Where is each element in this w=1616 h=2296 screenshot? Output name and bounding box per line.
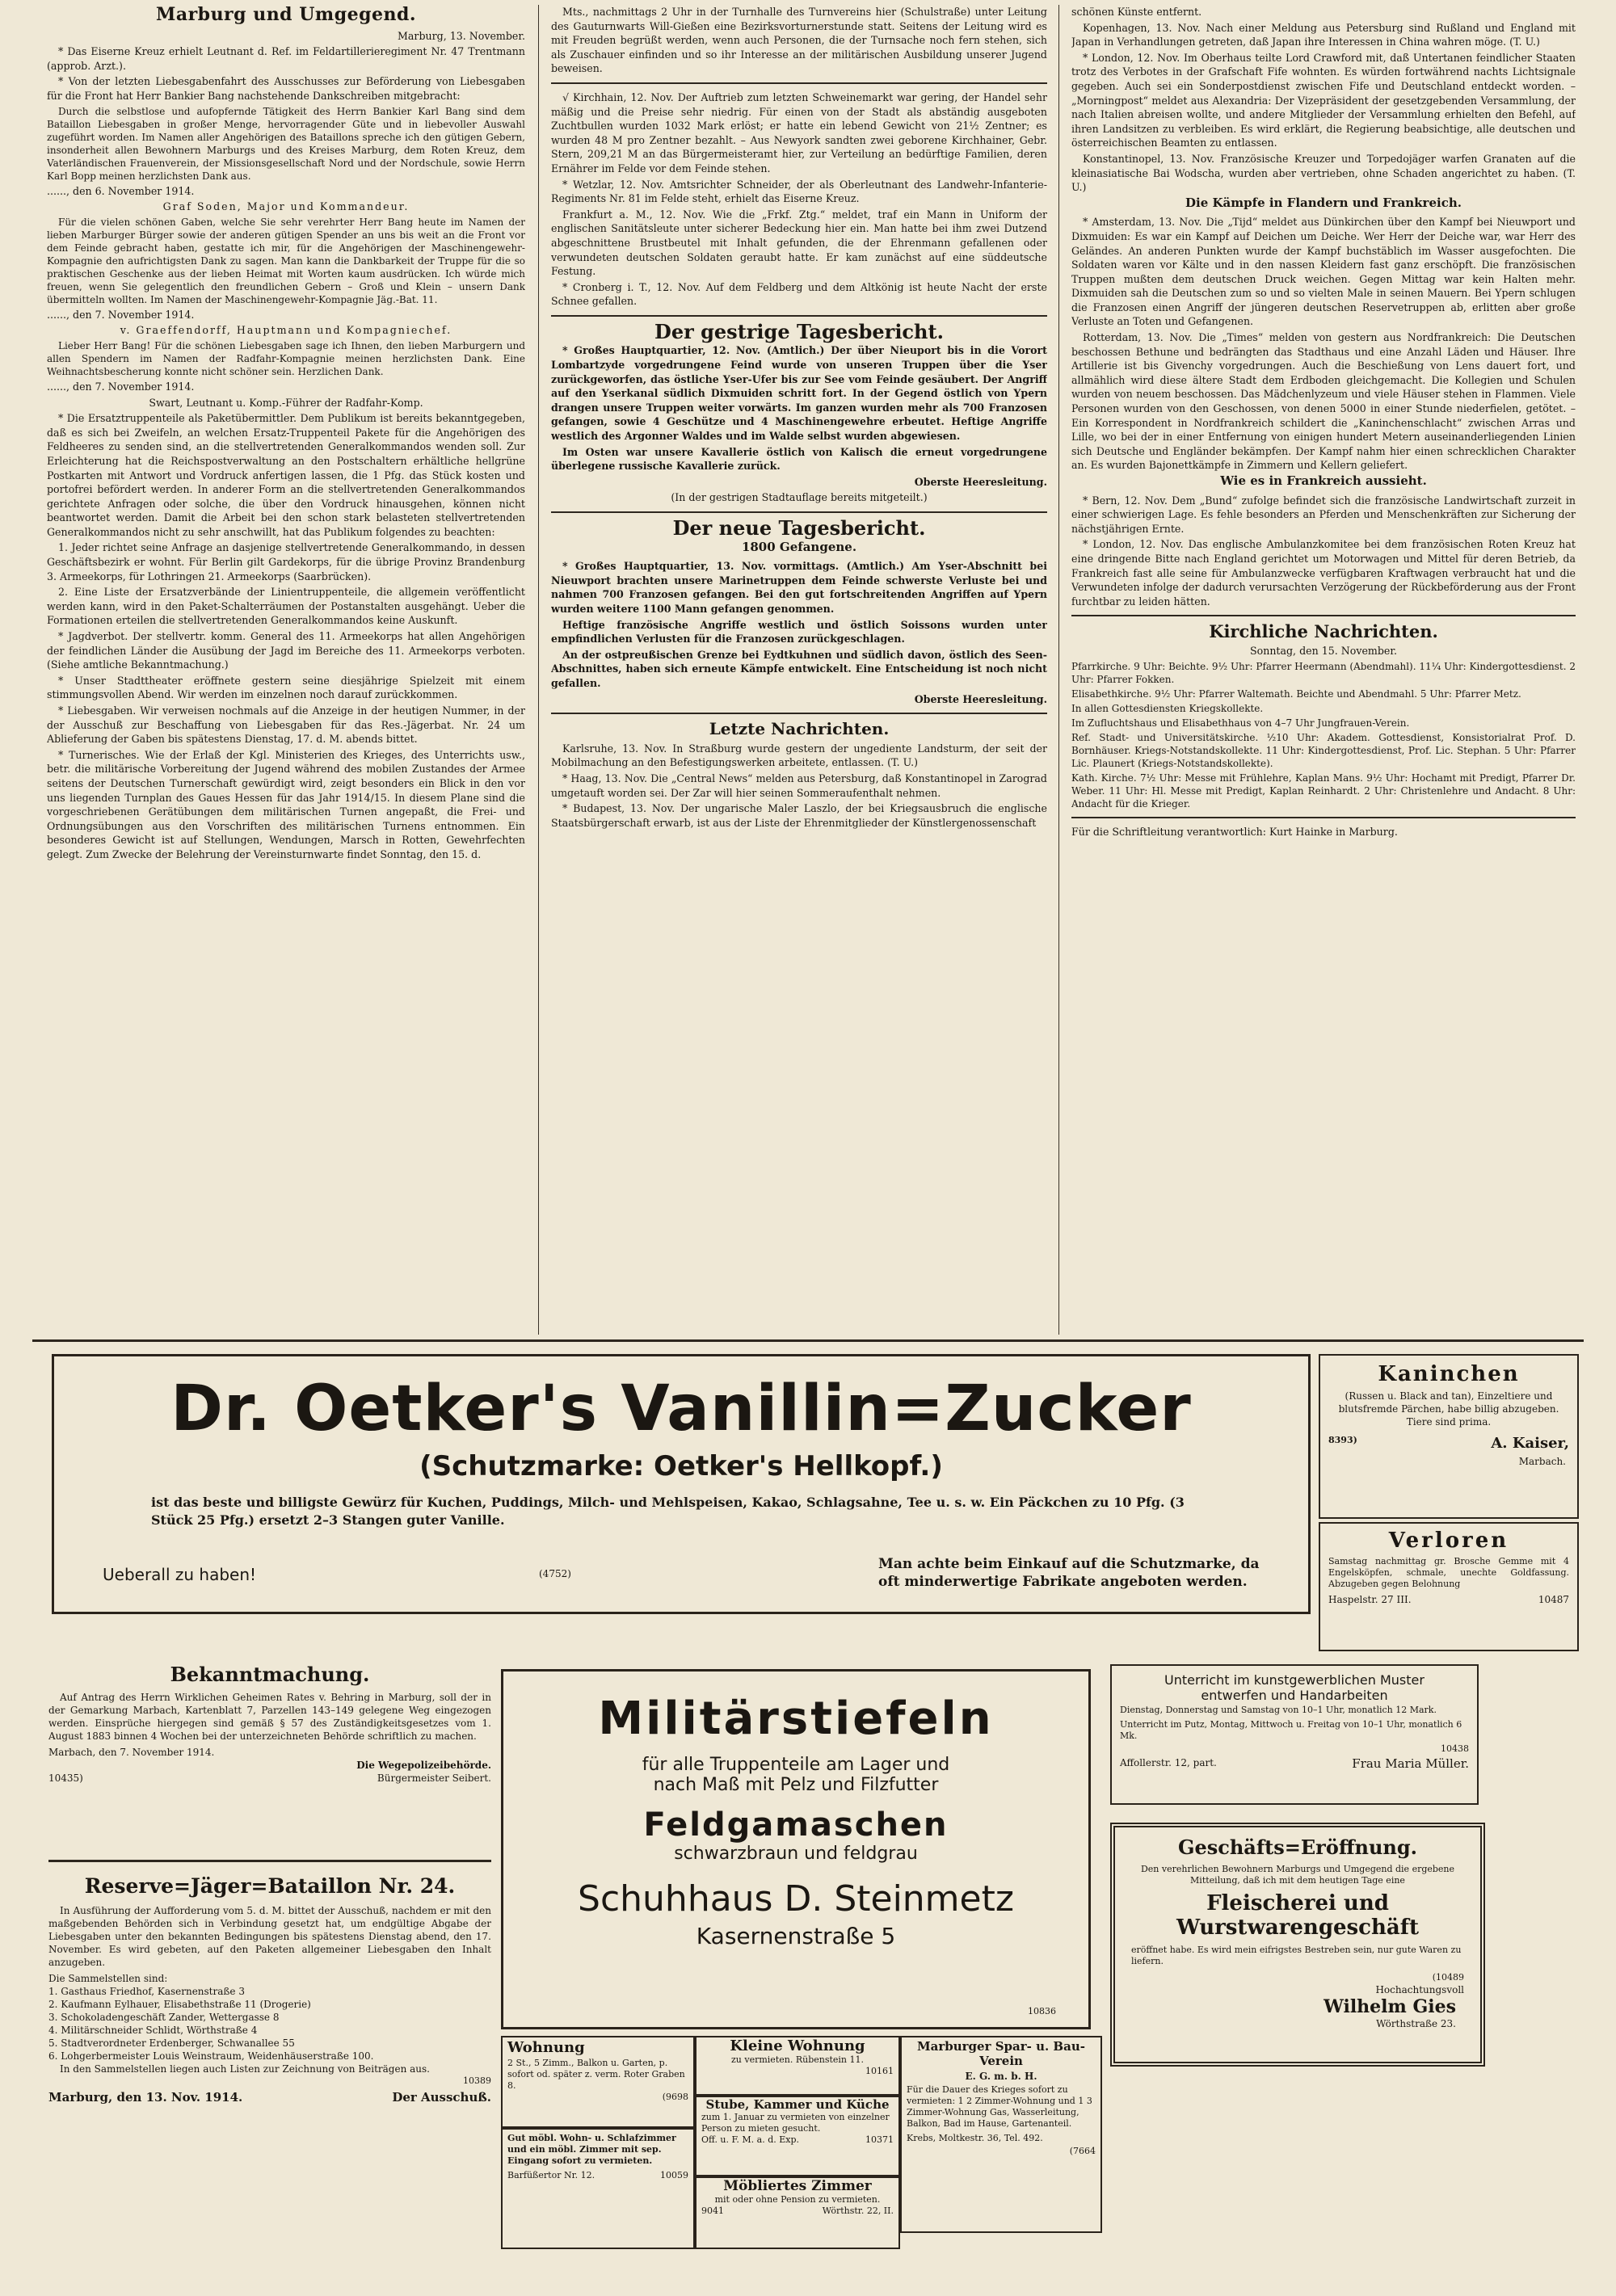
letter-date: ......, den 6. November 1914.: [47, 184, 195, 197]
ad-kaninchen-place: Marbach.: [1518, 1456, 1566, 1467]
ad-eroeffnung-title: Geschäfts=Eröffnung.: [1177, 1836, 1418, 1859]
article: Frankfurt a. M., 12. Nov. Wie die „Frkf. Ztg.“ meldet, traf ein Mann in Uniform der englischen Sanitätsleute unter sicherer Bedeckung hier ein. Man hatte bei ihm zwei Dutzend abgeschnittene Brustbeutel mit Inhalt gefunden, die der Ehrenmann gefallenen oder verwundeten deutschen Soldaten geraubt hatte. Er kam zunächst auf eine süddeutsche Festung.: [551, 208, 1047, 278]
headline-new-report: Der neue Tagesbericht.: [672, 516, 926, 540]
article: Konstantinopel, 13. Nov. Französische Kreuzer und Torpedojäger warfen Granaten auf die kleinasiatische Bai Wodscha, wurden aber vertrieben, ohne Schaden angerichtet zu haben. (T. U.): [1071, 152, 1576, 194]
ad-moebl-title: Möbliertes Zimmer: [723, 2178, 872, 2194]
ad-eroeffnung-big: Fleischerei und Wurstwarengeschäft: [1176, 1891, 1419, 1940]
article: 1. Jeder richtet seine Anfrage an dasjenige stellvertretende Generalkommando, in dessen Geschäftsbezirk er wohnt. Für Berlin gilt Gardekorps, für die übrige Provinz Brandenburg 3. Armeekorps, für Lothringen 21. Armeekorps (Saarbrücken).: [47, 541, 525, 582]
ad-bek-sign1: Die Wegepolizeibehörde.: [356, 1760, 491, 1771]
ad-code: 10389: [463, 2075, 491, 2086]
ad-unterricht-line: Dienstag, Donnerstag und Samstag von 10–1 Uhr, monatlich 12 Mark.: [1120, 1705, 1437, 1715]
ad-eroeffnung-intro: Den verehrlichen Bewohnern Marburgs und Umgegend die ergebene Mitteilung, daß ich mit dem heutigen Tage eine: [1140, 1864, 1455, 1886]
ad-code: 8393): [1328, 1435, 1357, 1445]
ad-steinmetz-title: Militärstiefeln: [598, 1693, 994, 1745]
ad-code: 10438: [1441, 1743, 1469, 1754]
article: * Großes Hauptquartier, 12. Nov. (Amtlich.) Der über Nieuport bis in die Vorort Lombartzyde vorgedrungene Feind wurde von unseren Truppen über die Yser zurückgeworfen, das östliche Yser-Ufer bis zur See vom Feinde gesäubert. Der Angriff auf den Yserkanal südlich Dixmuiden schritt fort. In der Gegend östlich von Ypern drangen unsere Truppen weiter vorwärts. Im ganzen wurden mehr als 700 Franzosen gefangen, sowie 4 Geschütze und 4 Maschinengewehre erbeutet. Heftige Angriffe westlich des Argonner Waldes und im Walde selbst wurden abgewiesen.: [551, 344, 1047, 443]
ad-steinmetz-street: Kasernenstraße 5: [696, 1923, 896, 1949]
ad-bek-sign2: Bürgermeister Seibert.: [377, 1772, 491, 1784]
article: Heftige französische Angriffe westlich und östlich Soissons wurden unter empfindlichen Verlusten für die Franzosen zurückgeschlagen.: [551, 618, 1047, 645]
article: * Das Eiserne Kreuz erhielt Leutnant d. Ref. im Feldartillerieregiment Nr. 47 Trentmann (approb. Arzt.).: [47, 45, 525, 72]
article: 2. Eine Liste der Ersatzverbände der Linientruppenteile, die allgemein veröffentlicht werden kann, wird in den Paket-Schalterräumen der Postanstalten ausgehängt. Ueber die Formationen erteilen die stellvertretenden Generalkommandos keine Auskunft.: [47, 586, 525, 627]
signature: Oberste Heeresleitung.: [914, 692, 1047, 705]
ad-oetker-title: Dr. Oetker's Vanillin=Zucker: [170, 1373, 1192, 1445]
ad-verloren-title: Verloren: [1388, 1529, 1509, 1553]
letter-signature: v. Graeffendorff, Hauptmann und Kompagniechef.: [120, 324, 452, 337]
ad-steinmetz-title2: Feldgamaschen: [643, 1806, 949, 1844]
ad-wohnung-body: zu vermieten. Rübenstein 11.: [731, 2054, 864, 2065]
ad-unterricht-line: entwerfen und Handarbeiten: [1201, 1688, 1388, 1703]
ad-oetker-right: Man achte beim Einkauf auf die Schutzmarke, da oft minderwertige Fabrikate angeboten werden.: [878, 1556, 1260, 1590]
letter-signature: Swart, Leutnant u. Komp.-Führer der Radfahr-Komp.: [149, 396, 423, 409]
ad-bek-body: Auf Antrag des Herrn Wirklichen Geheimen Rates v. Behring in Marburg, soll der in der Gemarkung Marbach, Kartenblatt 7, Parzellen 143–149 gelegene Weg eingezogen werden. Einsprüche hiergegen sind gemäß § 57 des Zuständigkeitsgesetzes vom 1. August 1883 binnen 4 Wochen bei der unterzeichneten Behörde schriftlich zu machen.: [48, 1692, 491, 1742]
article: Durch die selbstlose und aufopfernde Tätigkeit des Herrn Bankier Karl Bang sind dem Bataillon Liebesgaben in großer Menge, hervorragender Güte und in liebevoller Auswahl zugeführt worden. Im Namen aller Angehörigen des Bataillons spreche ich den gütigen Gebern, insonderheit allen Bewohnern Marburgs und des Kreises Marburg, dem Roten Kreuz, dem Vaterländischen Frauenverein, der Missionsgesellschaft Nord und der Nordschule, sowie Herrn Karl Bopp meinen herzlichsten Dank aus.: [47, 105, 525, 182]
section-title-marburg: Marburg und Umgegend.: [155, 5, 416, 25]
editor-line: Für die Schriftleitung verantwortlich: Kurt Hainke in Marburg.: [1071, 825, 1398, 838]
ad-stube-title: Stube, Kammer und Küche: [705, 2097, 890, 2112]
ad-code: 10487: [1538, 1594, 1569, 1605]
article: Lieber Herr Bang! Für die schönen Liebesgaben sage ich Ihnen, den lieben Marburgern und allen Spendern im Namen der Radfahr-Kompagnie meinen herzlichsten Dank. Eine Weihnachtsbescherung konnte nicht schöner sein. Herzlichen Dank.: [47, 339, 525, 377]
ad-unterricht: [1110, 1664, 1479, 1805]
ad-bek-date: Marbach, den 7. November 1914.: [48, 1747, 215, 1758]
letter-date: ......, den 7. November 1914.: [47, 308, 195, 321]
article: * Cronberg i. T., 12. Nov. Auf dem Feldberg und dem Altkönig ist heute Nacht der erste Schnee gefallen.: [551, 280, 1047, 308]
article: * Die Ersatztruppenteile als Paketübermittler. Dem Publikum ist bereits bekanntgegeben, daß es sich bei Zweifeln, an welchen Ersatz-Truppenteil Pakete für die Angehörigen des Feldheeres zu senden sind, an die stellvertretenden Generalkommandos wenden soll. Zur Erleichterung hat die Reichspostverwaltung an den Postschaltern erhältliche hellgrüne Postkarten mit Antwort und Vordruck anfertigen lassen, die 1 Pfg. das Stück kosten und portofrei befördert werden. In anderer Form an die stellvertretenden Generalkommandos gerichtete Anfragen oder solche, die über den Vordruck hinausgehen, können nicht beantwortet werden. Damit die Arbeit bei den schon stark belasteten stellvertretenden Generalkommandos nicht zu sehr anschwillt, hat das Publikum folgendes zu beachten:: [47, 412, 525, 538]
ad-unterricht-name: Frau Maria Müller.: [1352, 1756, 1469, 1771]
ad-steinmetz: [501, 1669, 1091, 2029]
column-1: [47, 5, 525, 1327]
ad-jaeger-note: In den Sammelstellen liegen auch Listen zur Zeichnung von Beiträgen aus.: [60, 2063, 430, 2075]
church-line: Ref. Stadt- und Universitätskirche. ½10 Uhr: Akadem. Gottesdienst, Konsistorialrat Prof. D. Bornhäuser. Kriegs-Notstandskollekte. 11 Uhr: Kindergottesdienst, Prof. Lic. Stephan. 5 Uhr: Pfarrer Lic. Plaunert (Kriegs-Notstandskollekte).: [1071, 731, 1576, 769]
ad-jaeger-date: Marburg, den 13. Nov. 1914.: [48, 2090, 243, 2105]
article: Karlsruhe, 13. Nov. In Straßburg wurde gestern der ungediente Landsturm, der seit der Mobilmachung an den Befestigungswerken arbeitete, entlassen. (T. U.): [551, 742, 1047, 769]
divider: [551, 315, 1047, 317]
ad-stube-body: zum 1. Januar zu vermieten von einzelner Person zu mieten gesucht.: [701, 2112, 890, 2134]
ad-code: 10059: [660, 2170, 688, 2180]
note: (In der gestrigen Stadtauflage bereits mitgeteilt.): [671, 491, 928, 504]
ad-code: (7664: [1069, 2146, 1096, 2156]
ad-code: (9698: [662, 2092, 688, 2102]
ad-oetker-left: Ueberall zu haben!: [103, 1565, 257, 1584]
ad-bekanntmachung: [48, 1658, 491, 1862]
ad-jaeger-list-item: 3. Schokoladengeschäft Zander, Wettergasse 8: [48, 2012, 280, 2023]
article: √ Kirchhain, 12. Nov. Der Auftrieb zum letzten Schweinemarkt war gering, der Handel sehr mäßig und die Preise sehr niedrig. Für einen von der Stadt als abständig ausgeboten Zuchtbullen wurden 1032 Mark erlöst; er hatte ein lebend Gewicht von 21½ Zentner; es wurden 48 M pro Zentner bezahlt. – Aus Newyork sandten zwei geborene Kirchhainer, Gebr. Stern, 209,21 M an das Bürgermeisteramt hier, zur Verteilung an bedürftige Familien, deren Ernährer im Felde vor dem Feinde stehen.: [551, 90, 1047, 175]
ad-code: 10371: [865, 2134, 894, 2145]
subheadline: Wie es in Frankreich aussieht.: [1220, 473, 1427, 488]
article: Kopenhagen, 13. Nov. Nach einer Meldung aus Petersburg sind Rußland und England mit Japan in Verhandlungen getreten, daß Japan ihre Interessen in China wahren möge. (T. U.): [1071, 21, 1576, 48]
article: * Liebesgaben. Wir verweisen nochmals auf die Anzeige in der heutigen Nummer, in der der Ausschuß zur Beschaffung von Liebesgaben für das Res.-Jägerbat. Nr. 24 um Ablieferung der Gaben bis spätestens Dienstag, 17. d. M. abends bittet.: [47, 704, 525, 746]
article: * Turnerisches. Wie der Erlaß der Kgl. Ministerien des Krieges, des Unterrichts usw., betr. die militärische Vorbereitung der Jugend während des mobilen Zustandes der Armee seitens der Deutschen Turnerschaft gewürdigt wird, zeigt besonders ein Blick in den vor uns liegenden Turnplan des Gaues Hessen für das Jahr 1914/15. In diesem Plane sind die vorgeschriebenen Gerätübungen dem militärischen Turnen angepaßt, die Frei- und Ordnungsübungen aus den Vorschriften des militärischen Turnens entnommen. Ein besonderes Gewicht ist auf Stellungen, Wendungen, Marsch in Rotten, Gewehrfechten gelegt. Zum Zwecke der Belehrung der Vereinsturnwarte findet Sonntag, den 15. d.: [47, 748, 525, 860]
ad-moebl-2: [695, 2176, 900, 2249]
subheadline: 1800 Gefangene.: [741, 539, 857, 554]
column-3: [1071, 5, 1576, 1327]
article: * Großes Hauptquartier, 13. Nov. vormittags. (Amtlich.) Am Yser-Abschnitt bei Nieuwport brachten unsere Marinetruppen dem Feinde schwerste Verluste bei und nahmen 700 Franzosen gefangen. Bei den gut fortschreitenden Angriffen auf Ypern wurden weitere 1100 Mann gefangen genommen.: [551, 560, 1047, 615]
dateline: Marburg, 13. November.: [398, 29, 525, 42]
ad-moebl-addr: Wörthstr. 22, II.: [822, 2206, 894, 2216]
section-rule: [32, 1339, 1584, 1342]
headline-latest-news: Letzte Nachrichten.: [709, 719, 890, 739]
ad-wohnung-1: [501, 2036, 695, 2128]
ad-eroeffnung-greet: Hochachtungsvoll: [1375, 1984, 1464, 1995]
ad-moebl-1: [501, 2128, 695, 2249]
ad-oetker-sub: (Schutzmarke: Oetker's Hellkopf.): [419, 1450, 943, 1482]
ad-verloren-addr: Haspelstr. 27 III.: [1328, 1594, 1412, 1605]
letter-signature: Graf Soden, Major und Kommandeur.: [162, 200, 410, 213]
ad-eroeffnung-name: Wilhelm Gies: [1324, 1996, 1456, 2017]
ad-steinmetz-line: schwarzbraun und feldgrau: [674, 1844, 918, 1864]
ad-oetker-body: ist das beste und billigste Gewürz für Kuchen, Puddings, Milch- und Mehlspeisen, Kakao, Schlagsahne, Tee u. s. w. Ein Päckchen zu 10 Pfg. (3 Stück 25 Pfg.) ersetzt 2–3 Stangen guter Vanille.: [151, 1495, 1185, 1528]
ad-jaeger-list-item: 4. Militärschneider Schlidt, Wörthstraße 4: [48, 2025, 258, 2036]
article: * London, 12. Nov. Das englische Ambulanzkomitee bei dem französischen Roten Kreuz hat eine dringende Bitte nach England gerichtet um Motorwagen und Mittel für deren Betrieb, da Frankreich fast alle seine für Ambulanzwecke verfügbaren Kraftwagen verbraucht hat und die Verwundeten infolge der dadurch verursachten Verzögerung der Rückbeförderung aus der Front furchtbar zu leiden hätten.: [1071, 538, 1576, 608]
article: * Jagdverbot. Der stellvertr. komm. General des 11. Armeekorps hat allen Angehörigen der feindlichen Länder die Ausübung der Jagd im Bereiche des 11. Armeekorps verboten. (Siehe amtliche Bekanntmachung.): [47, 630, 525, 671]
ad-jaeger-list-item: 1. Gasthaus Friedhof, Kasernenstraße 3: [48, 1986, 245, 1997]
article: schönen Künste entfernt.: [1071, 6, 1202, 18]
article: Für die vielen schönen Gaben, welche Sie sehr verehrter Herr Bang heute im Namen der lieben Marburger Bürger sowie der anderen gütigen Spender an uns bis weit an die Front vor dem Feinde gebracht haben, gestatte ich mir, für die Angehörigen der Maschinengewehr-Kompagnie den aufrichtigsten Dank zu sagen. Man kann die Dankbarkeit der Truppe für die so praktischen Geschenke aus der lieben Heimat mit Worten kaum ausdrücken. Ich würde mich freuen, wenn Sie gelegentlich den freundlichen Gebern – Groß und Klein – unsern Dank übermitteln wollten. Im Namen der Maschinengewehr-Kompagnie Jäg.-Bat. 11.: [47, 216, 525, 305]
church-line: Elisabethkirche. 9½ Uhr: Pfarrer Waltemath. Beichte und Abendmahl. 5 Uhr: Pfarrer Metz.: [1071, 688, 1521, 700]
ad-eroeffnung: [1110, 1823, 1485, 2067]
ad-kaninchen: [1319, 1354, 1579, 1519]
ad-jaeger-sign: Der Ausschuß.: [392, 2090, 491, 2105]
column-2: [551, 5, 1047, 1327]
ad-code: 10836: [1028, 2006, 1056, 2016]
ad-stube: [695, 2096, 900, 2176]
divider: [551, 82, 1047, 84]
ad-bau-addr: Krebs, Moltkestr. 36, Tel. 492.: [907, 2133, 1043, 2143]
ad-stube-addr: Off. u. F. M. a. d. Exp.: [701, 2134, 800, 2145]
ad-kaninchen-name: A. Kaiser,: [1491, 1435, 1569, 1452]
ad-wohnung-title: Wohnung: [507, 2039, 585, 2056]
ad-moebl-body: mit oder ohne Pension zu vermieten.: [714, 2194, 881, 2205]
article: * Amsterdam, 13. Nov. Die „Tijd“ meldet aus Dünkirchen über den Kampf bei Nieuwport und Dixmuiden: Es war ein Kampf auf Deichen um Deiche. Wer Herr der Deiche war, war Herr des Geländes. An anderen Punkten wurde der Kampf buchstäblich im Wasser ausgefochten. Die Soldaten waren vor Kälte und in den nassen Kleidern fast ganz erschöpft. Die französischen Truppen mußten dem deutschen Druck weichen. Gegen Mittag war kein Halten mehr. Dixmuiden sah die Deutschen zum so und so vielten Male in seinen Mauern. Bei Ypern schlugen die Franzosen einen Angriff der jüngeren deutschen Reservetruppen ab, erlitten aber große Verluste an Toten und Gefangenen.: [1071, 216, 1576, 328]
headline-church-news: Kirchliche Nachrichten.: [1209, 621, 1438, 642]
ad-kaninchen-title: Kaninchen: [1378, 1362, 1520, 1386]
ad-unterricht-addr: Affollerstr. 12, part.: [1120, 1757, 1217, 1768]
ad-unterricht-line: Unterricht im kunstgewerblichen Muster: [1164, 1672, 1425, 1688]
ad-bauverein: [900, 2036, 1102, 2233]
ad-kaninchen-body: (Russen u. Black and tan), Einzeltiere und blutsfremde Pärchen, habe billig abzugeben. Tiere sind prima.: [1338, 1390, 1559, 1428]
divider: [551, 713, 1047, 714]
divider: [551, 511, 1047, 513]
ad-moebl-body: Gut möbl. Wohn- u. Schlafzimmer und ein möbl. Zimmer mit sep. Eingang sofort zu vermieten.: [507, 2133, 676, 2166]
signature: Oberste Heeresleitung.: [914, 475, 1047, 488]
letter-date: ......, den 7. November 1914.: [47, 380, 195, 393]
ad-bek-title: Bekanntmachung.: [170, 1663, 370, 1686]
ad-jaeger: [48, 1871, 491, 2283]
ad-jaeger-list-title: Die Sammelstellen sind:: [48, 1973, 168, 1984]
ad-moebl-addr: Barfüßertor Nr. 12.: [507, 2170, 595, 2180]
subheadline: Die Kämpfe in Flandern und Frankreich.: [1185, 195, 1462, 210]
article: Rotterdam, 13. Nov. Die „Times“ melden von gestern aus Nordfrankreich: Die Deutschen beschossen Bethune und bedrängten das Stadthaus und eine Anzahl Läden und Häuser. Ihre Artillerie ist bis Givenchy vorgedrungen. Auch die Beschießung von Lens dauert fort, und allmählich wird diese ältere Stadt dem Erdboden gleichgemacht. Die Kollegien und Schulen wurden von neuem beschossen. Das Mädchenlyzeum und viele Häuser stehen in Flammen. Viele Personen wurden von den Geschossen, von denen 5000 in einer Stunde niederfielen, getötet. – Ein Korrespondent in Nordfrankreich schildert die „Kaninchenschlacht“ zwischen Arras und Lille, wo bei der in einer Entfernung von einigen hundert Metern auseinanderliegenden Linien sich Deutsche und Engländer bekämpfen. Der Kampf nahm hier einen schrecklichen Charakter an. Es wurden Bajonettkämpfe in Zimmern und Kellern geliefert.: [1071, 331, 1576, 472]
ad-code: (10489: [1432, 1972, 1464, 1983]
article: An der ostpreußischen Grenze bei Eydtkuhnen und südlich davon, östlich des Seen-Abschnittes, haben sich erneute Kämpfe entwickelt. Eine Entscheidung ist noch nicht gefallen.: [551, 648, 1047, 689]
ad-jaeger-list-item: 6. Lohgerbermeister Louis Weinstraum, Weidenhäuserstraße 100.: [48, 2050, 374, 2062]
ad-code: 10435): [48, 1772, 83, 1784]
divider: [1071, 615, 1576, 616]
ad-wohnung-2: [695, 2036, 900, 2096]
ad-steinmetz-line: für alle Truppenteile am Lager und: [642, 1755, 950, 1775]
article: * Haag, 13. Nov. Die „Central News“ melden aus Petersburg, daß Konstantinopel in Zarograd umgetauft worden sei. Der Zar will hier seinen Sommeraufenthalt nehmen.: [551, 772, 1047, 799]
divider: [1071, 817, 1576, 818]
article: * Bern, 12. Nov. Dem „Bund“ zufolge befindet sich die französische Landwirtschaft zurzeit in einer schwierigen Lage. Es fehle besonders an Pferden und Menschenkräften zur Sicherung der nächstjährigen Ernte.: [1071, 494, 1576, 535]
article: * Budapest, 13. Nov. Der ungarische Maler Laszlo, der bei Kriegsausbruch die englische Staatsbürgerschaft erwarb, ist aus der Liste der Ehrenmitglieder der Künstlergenossenschaft: [551, 802, 1047, 829]
ad-wohnung-title: Kleine Wohnung: [730, 2037, 865, 2054]
church-line: Im Zufluchtshaus und Elisabethhaus von 4–7 Uhr Jungfrauen-Verein.: [1071, 717, 1410, 729]
ad-wohnung-body: 2 St., 5 Zimm., Balkon u. Garten, p. sofort od. später z. verm. Roter Graben 8.: [507, 2058, 685, 2091]
ad-jaeger-title: Reserve=Jäger=Bataillon Nr. 24.: [84, 1874, 456, 1898]
ad-unterricht-line: Unterricht im Putz, Montag, Mittwoch u. Freitag von 10–1 Uhr, monatlich 6 Mk.: [1120, 1719, 1462, 1741]
ad-bau-sub: E. G. m. b. H.: [965, 2071, 1037, 2082]
ad-oetker: [52, 1354, 1311, 1614]
ad-verloren-body: Samstag nachmittag gr. Brosche Gemme mit 4 Engelsköpfen, schmale, unechte Goldfassung. Abzugeben gegen Belohnung: [1328, 1556, 1569, 1589]
ad-jaeger-body: In Ausführung der Aufforderung vom 5. d. M. bittet der Ausschuß, nachdem er mit den maßgebenden Behörden sich in Verbindung gesetzt hat, um endgültige Abgabe der Liebesgaben unter den bekannten Bedingungen bis spätestens Dienstag abend, den 17. November. Es wird gebeten, auf den Paketen allgemeiner Liebesgaben den Inhalt anzugeben.: [48, 1905, 491, 1968]
church-line: Pfarrkirche. 9 Uhr: Beichte. 9½ Uhr: Pfarrer Heermann (Abendmahl). 11¼ Uhr: Kindergottesdienst. 2 Uhr: Pfarrer Fokken.: [1071, 660, 1576, 685]
article: Mts., nachmittags 2 Uhr in der Turnhalle des Turnvereins hier (Schulstraße) unter Leitung des Gauturnwarts Will-Gießen eine Bezirksvorturnerstunde statt. Seitens der Leitung wird es mit Freuden begrüßt werden, wenn auch Personen, die der Turnsache noch fern stehen, sich als Zuschauer einfinden und so ihr Interesse an der militärischen Ausbildung unserer Jugend beweisen.: [551, 6, 1047, 75]
article: * Von der letzten Liebesgabenfahrt des Ausschusses zur Beförderung von Liebesgaben für die Front hat Herr Bankier Bang nachstehende Dankschreiben mitgebracht:: [47, 75, 525, 102]
ad-code: 9041: [701, 2206, 724, 2216]
column-divider: [1058, 5, 1059, 1335]
headline-yesterday-report: Der gestrige Tagesbericht.: [654, 319, 944, 343]
article: * London, 12. Nov. Im Oberhaus teilte Lord Crawford mit, daß Untertanen feindlicher Staaten trotz des Verbotes in der Grafschaft Fife wohnten. Es würden fortwährend nachts Lichtsignale gegeben. Auch sei ein Sonderpostdienst zwischen Fife und Deutschland entdeckt worden. – „Morningpost“ meldet aus Alexandria: Der Vizepräsident der gesetzgebenden Versammlung, der nach Italien abreisen wollte, und andere Mitglieder der Versammlung erhielten den Befehl, auf ihren Landsitzen zu verbleiben. Es wird erklärt, die Regierung beabsichtige, alle deutschen und österreichischen Beamten zu entlassen.: [1071, 51, 1576, 149]
ad-steinmetz-line: nach Maß mit Pelz und Filzfutter: [653, 1775, 939, 1795]
ad-bau-body: Für die Dauer des Krieges sofort zu vermieten: 1 2 Zimmer-Wohnung und 1 3 Zimmer-Wohnung Gas, Wasserleitung, Balkon, Bad im Hause, Gartenanteil.: [907, 2084, 1092, 2129]
church-line: Kath. Kirche. 7½ Uhr: Messe mit Frühlehre, Kaplan Mans. 9½ Uhr: Hochamt mit Predigt, Pfarrer Dr. Weber. 11 Uhr: Hl. Messe mit Predigt, Kaplan Reinhardt. 2 Uhr: Christenlehre und Andacht. 8 Uhr: Andacht für die Krieger.: [1071, 772, 1576, 809]
article: * Wetzlar, 12. Nov. Amtsrichter Schneider, der als Oberleutnant des Landwehr-Infanterie-Regiments Nr. 81 im Felde steht, erhielt das Eiserne Kreuz.: [551, 178, 1047, 205]
column-divider: [538, 5, 539, 1335]
ad-jaeger-list-item: 5. Stadtverordneter Erdenberger, Schwanallee 55: [48, 2037, 295, 2049]
ad-steinmetz-shop: Schuhhaus D. Steinmetz: [578, 1878, 1014, 1920]
ad-jaeger-list-item: 2. Kaufmann Eylhauer, Elisabethstraße 11 (Drogerie): [48, 1999, 311, 2010]
ad-eroeffnung-body: eröffnet habe. Es wird mein eifrigstes Bestreben sein, nur gute Waren zu liefern.: [1131, 1945, 1462, 1966]
ad-verloren: [1319, 1522, 1579, 1651]
article: Im Osten war unsere Kavallerie östlich von Kalisch die erneut vorgedrungene überlegene russische Kavallerie zurück.: [551, 445, 1047, 473]
ad-code: (4752): [539, 1568, 571, 1579]
ad-code: 10161: [865, 2066, 894, 2076]
ad-bau-title: Marburger Spar- u. Bau-Verein: [917, 2039, 1085, 2068]
church-date: Sonntag, den 15. November.: [1250, 644, 1397, 657]
church-line: In allen Gottesdiensten Kriegskollekte.: [1071, 702, 1264, 714]
ad-eroeffnung-addr: Wörthstraße 23.: [1376, 2018, 1456, 2029]
article: * Unser Stadttheater eröffnete gestern seine diesjährige Spielzeit mit einem stimmungsvollen Abend. Wir werden im einzelnen noch darauf zurückkommen.: [47, 674, 525, 701]
